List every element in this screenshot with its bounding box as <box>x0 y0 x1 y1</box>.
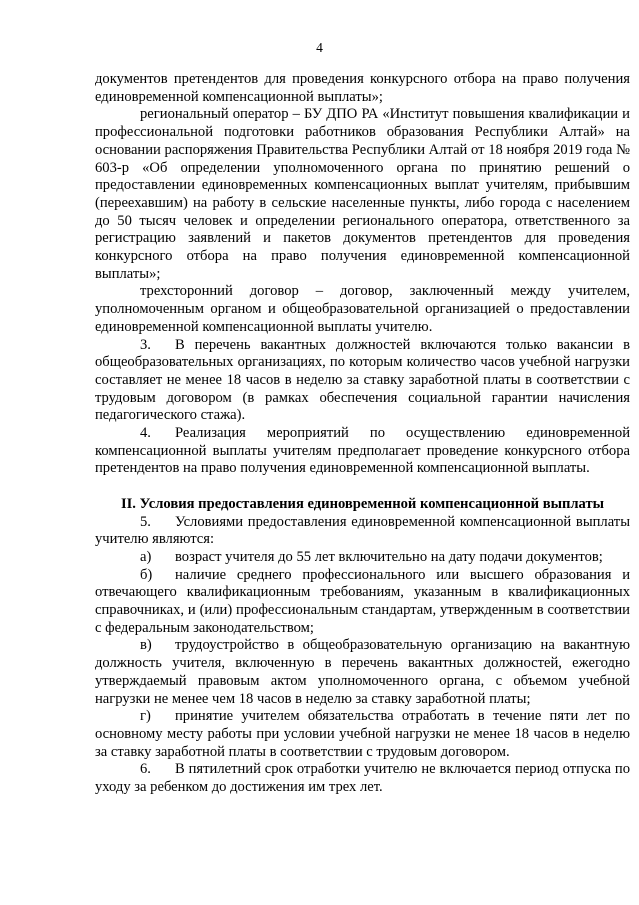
page-number: 4 <box>316 40 323 55</box>
paragraph-5-text: Условиями предоставления единовременной компенсационной выплаты учителю являются: <box>95 513 630 548</box>
paragraph-6-number: 6. <box>140 761 151 778</box>
subitem-a-text: возраст учителя до 55 лет включительно на дату подачи документов; <box>175 548 603 565</box>
section-title: II. Условия предоставления единовременной компенсационной выплаты <box>120 495 605 512</box>
subitem-v-letter: в) <box>140 637 152 654</box>
subitem-a-letter: а) <box>140 548 152 565</box>
subitem-a <box>95 549 630 567</box>
subitem-v <box>95 637 630 708</box>
subitem-g-letter: г) <box>140 708 151 725</box>
paragraph-6-text: В пятилетний срок отработки учителю не включается период отпуска по уходу за ребенком до достижения им трех лет. <box>95 761 630 796</box>
paragraph-continuation: документов претендентов для проведения конкурсного отбора на право получения единовременной компенсационной выплаты»; <box>95 71 630 105</box>
paragraph-4-text: Реализация мероприятий по осуществлению единовременной компенсационной выплаты учителям предполагает проведение конкурсного отбора претендентов на право получения единовременной компенсационной выплаты. <box>95 425 630 477</box>
paragraph-tripartite-agreement: трехсторонний договор – договор, заключенный между учителем, уполномоченным органом и общеобразовательной организацией о предоставлении единовременной компенсационной выплаты учителю. <box>95 283 630 335</box>
subitem-b-text: наличие среднего профессионального или высшего образования и отвечающего квалификационным требованиям, указанным в квалификационных справочниках, и (или) профессиональным стандартам, утвержденным в соответствии с федеральным законодательством; <box>95 566 630 636</box>
paragraph-3-number: 3. <box>140 336 151 353</box>
paragraph-5 <box>95 514 630 549</box>
paragraph-3 <box>95 337 630 426</box>
subitem-b-letter: б) <box>140 566 153 583</box>
document-body <box>95 71 630 797</box>
subitem-g <box>95 708 630 761</box>
paragraph-regional-operator: региональный оператор – БУ ДПО РА «Институт повышения квалификации и профессиональной подготовки работников образования Республики Алтай» на основании распоряжения Правительства Республики Алтай от 18 ноября 2019 года № 603-р «Об определении уполномоченного органа по принятию решений о предоставлении единовременных компенсационных выплат учителям, прибывшим (переехавшим) на работу в сельские населенные пункты, либо города с населением до 50 тысяч человек и определении регионального оператора, ответственного за регистрацию заявлений и пакетов документов претендентов для проведения конкурсного отбора на право получения единовременной компенсационной выплаты»; <box>95 106 630 282</box>
paragraph-6 <box>95 761 630 796</box>
paragraph-5-number: 5. <box>140 513 151 530</box>
paragraph-3-text: В перечень вакантных должностей включаются только вакансии в общеобразовательных организациях, по которым количество часов учебной нагрузки составляет не менее 18 часов в неделю за ставку заработной платы в соответствии с трудовым договором (в рамках обеспечения социальной гарантии начисления педагогического стажа). <box>95 336 630 424</box>
subitem-b <box>95 567 630 638</box>
paragraph-4-number: 4. <box>140 425 151 442</box>
paragraph-4 <box>95 425 630 478</box>
subitem-v-text: трудоустройство в общеобразовательную организацию на вакантную должность учителя, включенную в перечень вакантных должностей, ежегодно утверждаемый правовым актом уполномоченного органа, с объемом учебной нагрузки не менее чем 18 часов в неделю за ставку заработной платы; <box>95 637 630 707</box>
subitem-g-text: принятие учителем обязательства отработать в течение пяти лет по основному месту работы при условии учебной нагрузки не менее 18 часов в неделю за ставку заработной платы в соответствии с трудовым договором. <box>95 708 630 760</box>
